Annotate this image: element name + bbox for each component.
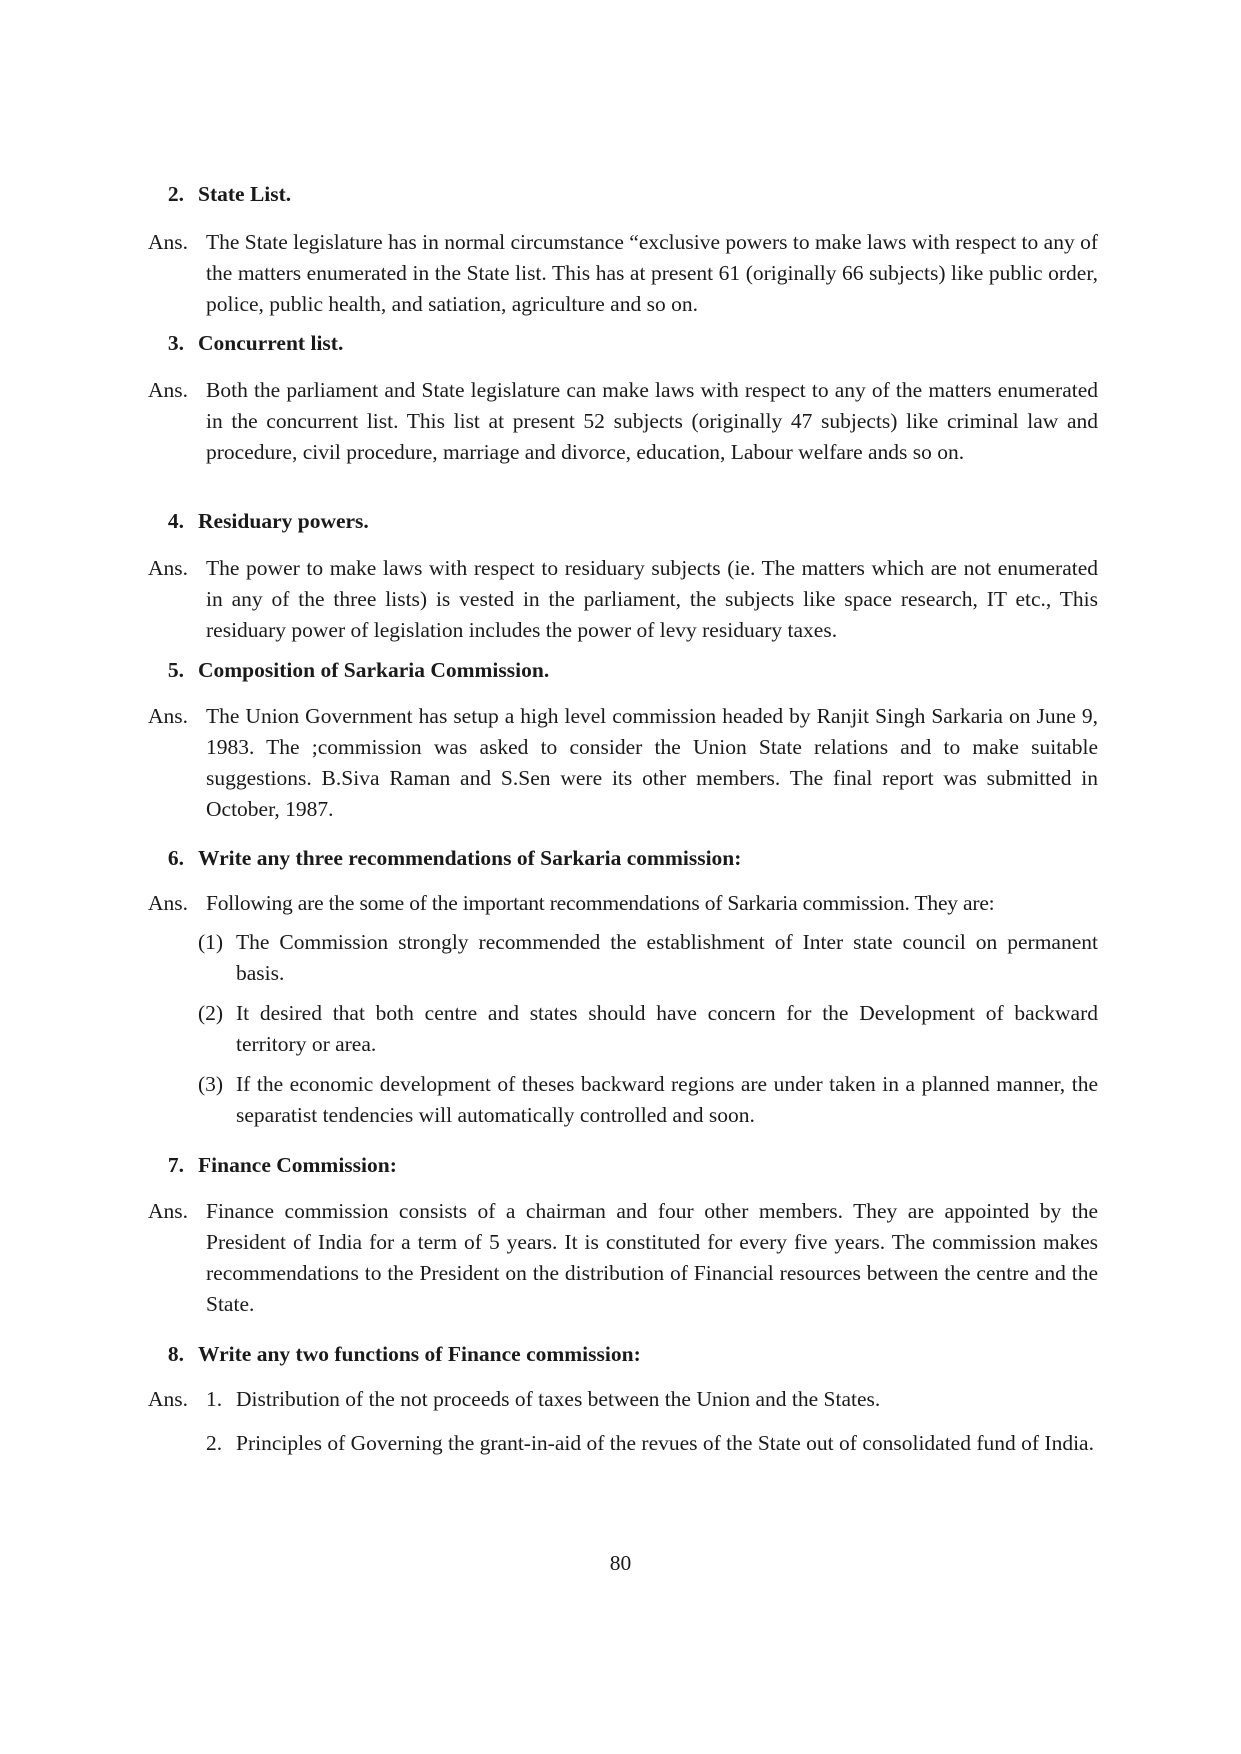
question-number: 2. bbox=[167, 182, 184, 206]
answer-6 bbox=[148, 888, 1098, 919]
answer-text: Following are the some of the important recommendations of Sarkaria commission. They are: bbox=[206, 891, 995, 915]
answer-text: The State legislature has in normal circumstance “exclusive powers to make laws with respect to any of the matters enumerated in the State list. This has at present 61 (originally 66 subjects) like public order, police, public health, and satiation, agriculture and so on. bbox=[206, 230, 1098, 316]
question-title: Write any three recommendations of Sarkaria commission: bbox=[198, 846, 742, 870]
answer-label: Ans. bbox=[148, 556, 189, 580]
function-item bbox=[206, 1428, 1098, 1459]
question-number: 5. bbox=[167, 658, 184, 682]
answer-3 bbox=[148, 375, 1098, 468]
page-number: 80 bbox=[609, 1551, 632, 1575]
question-title: Residuary powers. bbox=[198, 509, 369, 533]
item-text: The Commission strongly recommended the establishment of Inter state council on permanent basis. bbox=[236, 930, 1098, 985]
answer-label: Ans. bbox=[148, 1387, 189, 1411]
question-title: Concurrent list. bbox=[198, 331, 344, 355]
item-text: It desired that both centre and states should have concern for the Development of backward territory or area. bbox=[236, 1001, 1098, 1056]
question-title: State List. bbox=[198, 182, 292, 206]
item-label: (3) bbox=[198, 1072, 224, 1096]
item-label: 1. bbox=[206, 1387, 223, 1411]
answer-5 bbox=[148, 701, 1098, 825]
recommendation-item bbox=[198, 927, 1098, 989]
item-label: (1) bbox=[198, 930, 224, 954]
question-number: 8. bbox=[167, 1342, 184, 1366]
recommendation-item bbox=[198, 1069, 1098, 1131]
question-number: 3. bbox=[167, 331, 184, 355]
answer-label: Ans. bbox=[148, 704, 189, 728]
question-title: Composition of Sarkaria Commission. bbox=[198, 658, 550, 682]
question-title: Finance Commission: bbox=[198, 1153, 397, 1177]
item-label: 2. bbox=[206, 1431, 223, 1455]
answer-2 bbox=[148, 227, 1098, 320]
answer-label: Ans. bbox=[148, 378, 189, 402]
answer-text: Both the parliament and State legislature can make laws with respect to any of the matters enumerated in the concurrent list. This list at present 52 subjects (originally 47 subjects) like criminal law and procedure, civil procedure, marriage and divorce, education, Labour welfare ands so on. bbox=[206, 378, 1098, 464]
question-number: 4. bbox=[167, 509, 184, 533]
function-item bbox=[206, 1384, 1098, 1415]
item-text: Principles of Governing the grant-in-aid of the revues of the State out of consolidated fund of India. bbox=[236, 1431, 1094, 1455]
answer-label: Ans. bbox=[148, 230, 189, 254]
question-number: 7. bbox=[167, 1153, 184, 1177]
answer-text: The Union Government has setup a high level commission headed by Ranjit Singh Sarkaria on June 9, 1983. The ;commission was asked to consider the Union State relations and to make suitable suggestions. B.Siva Raman and S.Sen were its other members. The final report was submitted in October, 1987. bbox=[206, 704, 1098, 821]
answer-4 bbox=[148, 553, 1098, 646]
question-title: Write any two functions of Finance commission: bbox=[198, 1342, 641, 1366]
answer-7 bbox=[148, 1196, 1098, 1320]
answer-text: Finance commission consists of a chairman and four other members. They are appointed by the President of India for a term of 5 years. It is constituted for every five years. The commission makes recommendations to the President on the distribution of Financial resources between the centre and the State. bbox=[206, 1199, 1098, 1316]
item-text: If the economic development of theses backward regions are under taken in a planned manner, the separatist tendencies will automatically controlled and soon. bbox=[236, 1072, 1098, 1127]
item-label: (2) bbox=[198, 1001, 224, 1025]
answer-label: Ans. bbox=[148, 1199, 189, 1223]
recommendation-item bbox=[198, 998, 1098, 1060]
answer-label: Ans. bbox=[148, 891, 189, 915]
item-text: Distribution of the not proceeds of taxes between the Union and the States. bbox=[236, 1387, 881, 1411]
answer-text: The power to make laws with respect to residuary subjects (ie. The matters which are not enumerated in any of the three lists) is vested in the parliament, the subjects like space research, IT etc., This residuary power of legislation includes the power of levy residuary taxes. bbox=[206, 556, 1098, 642]
question-number: 6. bbox=[167, 846, 184, 870]
